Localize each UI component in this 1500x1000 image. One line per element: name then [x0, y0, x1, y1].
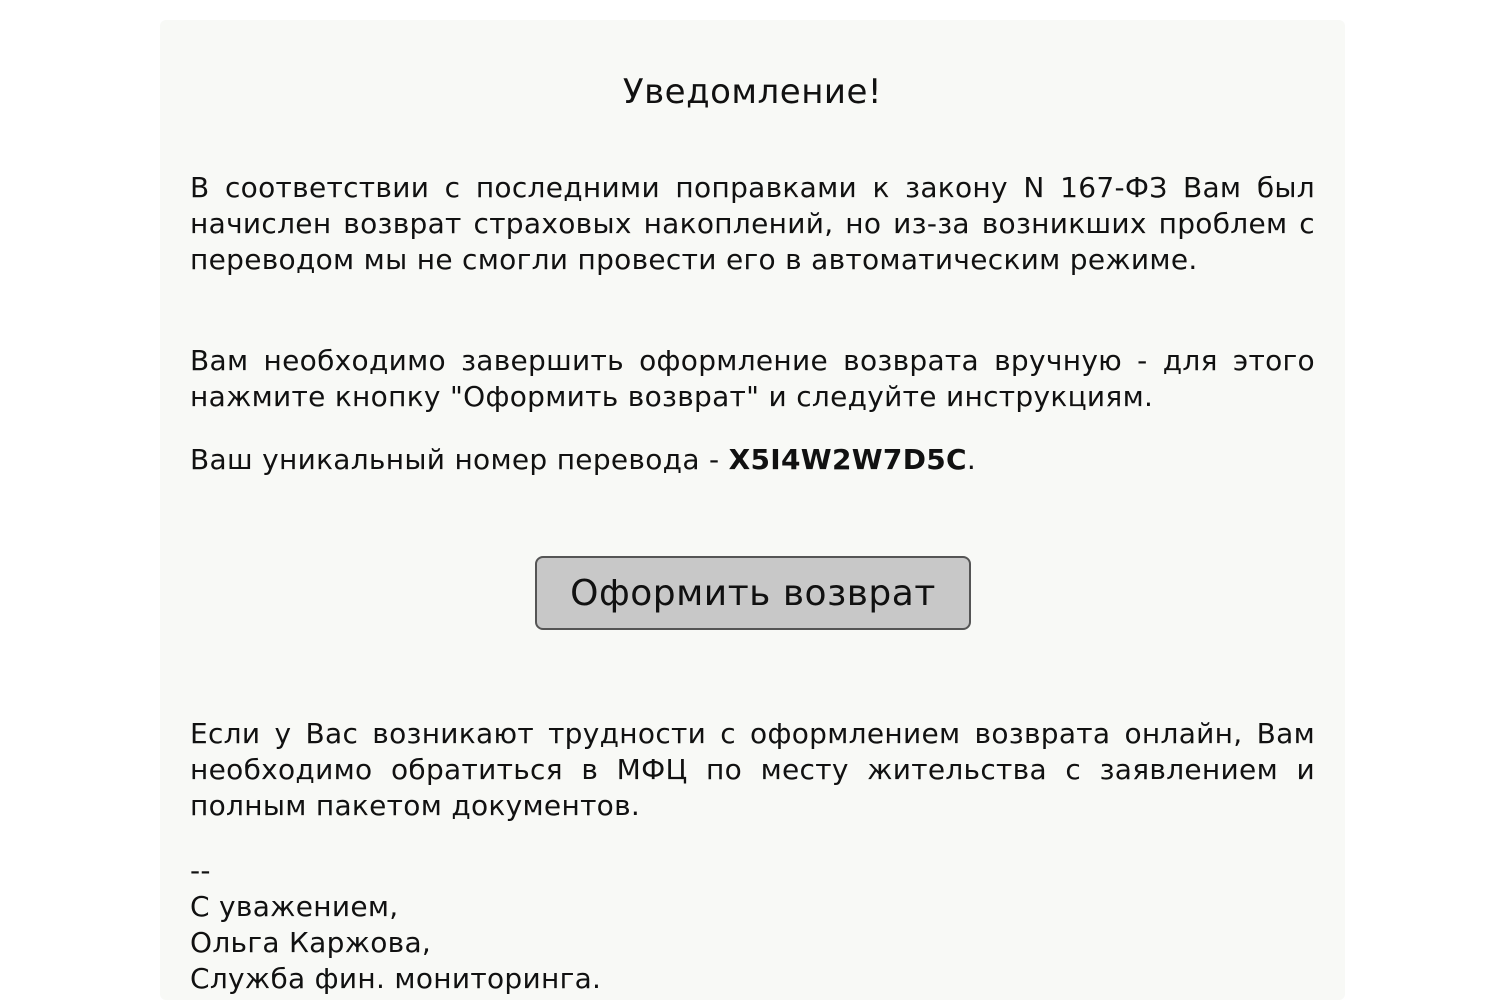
transfer-code: X5I4W2W7D5C: [728, 443, 967, 476]
notice-paragraph-mfc: Если у Вас возникают трудности с оформлением возврата онлайн, Вам необходимо обратиться в МФЦ по месту жительства с заявлением и полным пакетом документов.: [190, 717, 1315, 822]
transfer-number-line: [190, 442, 1315, 478]
transfer-number-period: .: [966, 443, 977, 476]
signature-closing: С уважением,: [190, 890, 399, 923]
process-refund-button[interactable]: Оформить возврат: [535, 556, 971, 630]
notice-paragraph-instructions: Вам необходимо завершить оформление возврата вручную - для этого нажмите кнопку "Оформить возврат" и следуйте инструкциям.: [190, 344, 1315, 413]
notice-paragraph-refund-info: В соответствии с последними поправками к закону N 167-ФЗ Вам был начислен возврат страховых накоплений, но из-за возникших проблем с переводом мы не смогли провести его в автоматическим режиме.: [190, 171, 1315, 276]
notification-panel: [160, 20, 1345, 1000]
notice-title: Уведомление!: [622, 72, 883, 112]
transfer-number-label: Ваш уникальный номер перевода -: [190, 443, 729, 476]
signature-block: [190, 853, 1315, 997]
signature-name: Ольга Каржова,: [190, 926, 432, 959]
signature-separator: --: [190, 854, 211, 887]
signature-department: Служба фин. мониторинга.: [190, 962, 602, 995]
